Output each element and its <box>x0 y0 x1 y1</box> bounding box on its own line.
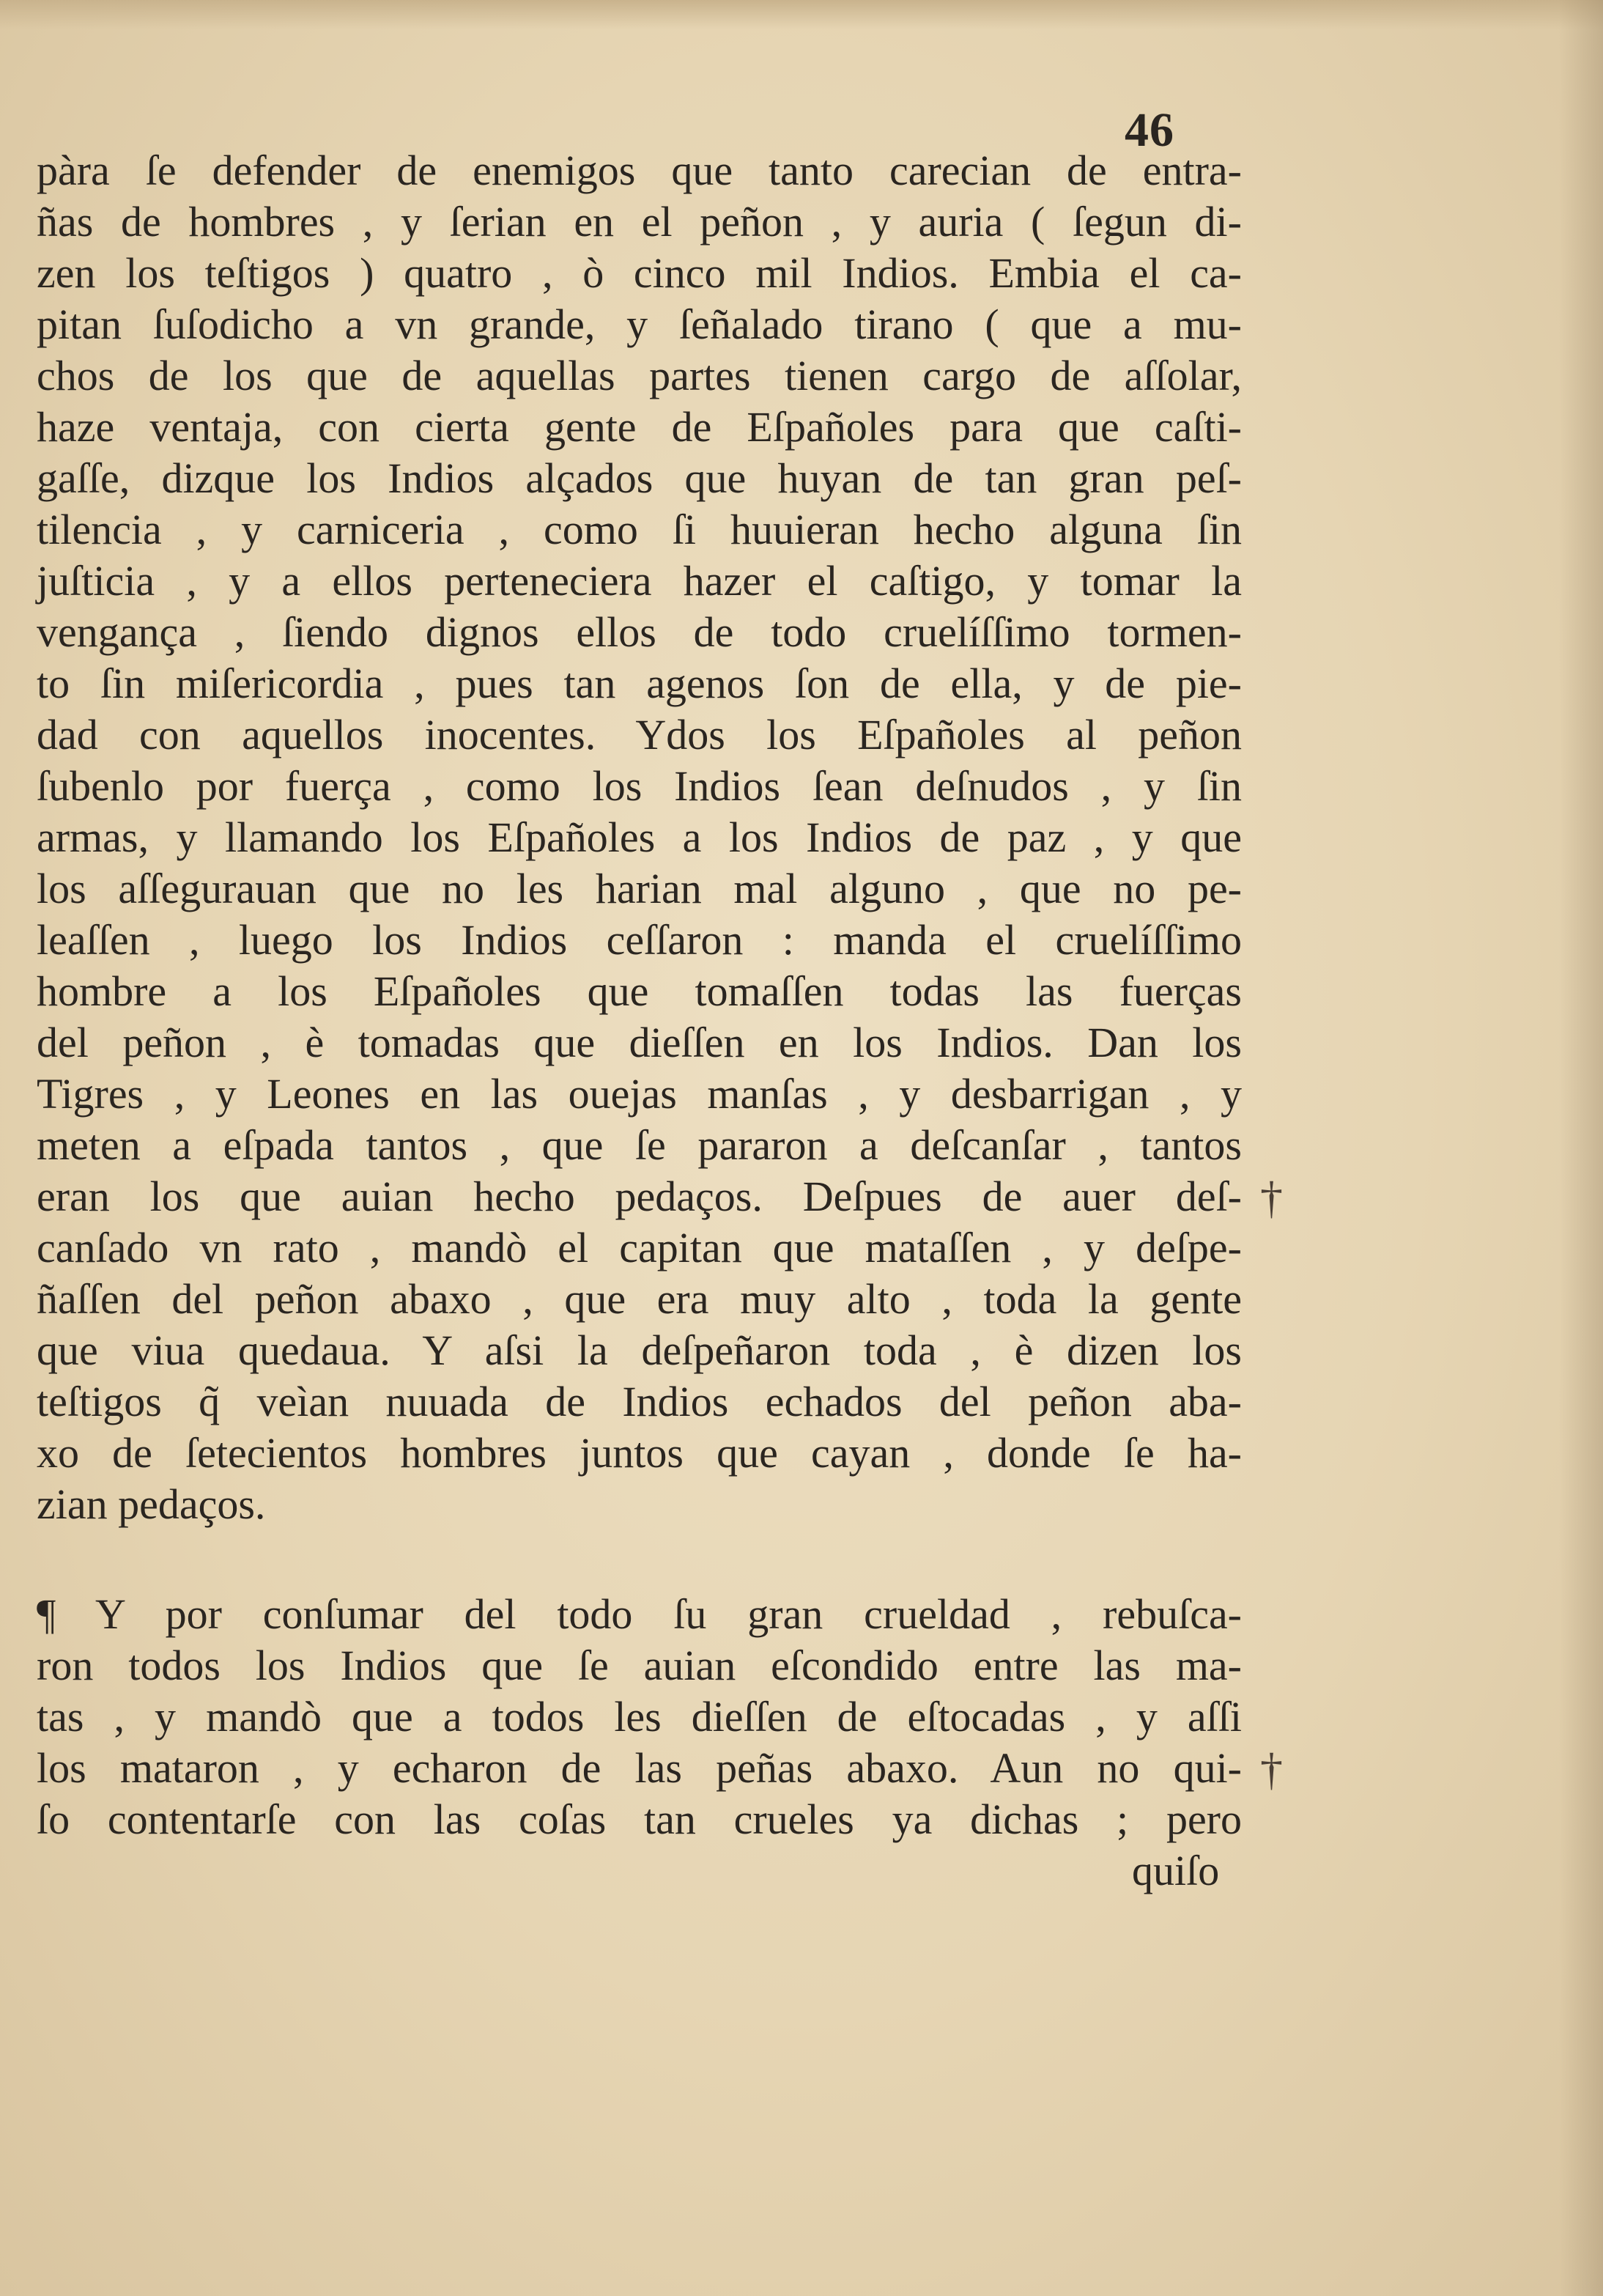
text-line: chos de los que de aquellas partes tienen cargo de aſſolar, <box>37 352 1242 399</box>
text-line: tas , y mandò que a todos les dieſſen de eſtocadas , y aſſi <box>37 1693 1242 1741</box>
text-line: meten a eſpada tantos , que ſe pararon a deſcanſar , tantos <box>37 1121 1242 1169</box>
text-line: Tigres , y Leones en las ouejas manſas , y desbarrigan , y <box>37 1070 1242 1118</box>
text-line: pàra ſe defender de enemigos que tanto carecian de entra- <box>37 147 1242 194</box>
text-line: gaſſe, dizque los Indios alçados que huyan de tan gran peſ- <box>37 454 1242 502</box>
text-line: ſubenlo por fuerça , como los Indios ſean deſnudos , y ſin <box>37 762 1242 810</box>
text-line: eran los que auian hecho pedaços. Deſpues de auer deſ- <box>37 1173 1242 1220</box>
text-line: juſticia , y a ellos perteneciera hazer el caſtigo, y tomar la <box>37 557 1242 605</box>
text-line: del peñon , è tomadas que dieſſen en los Indios. Dan los <box>37 1019 1242 1066</box>
text-line: ñaſſen del peñon abaxo , que era muy alto , toda la gente <box>37 1275 1242 1323</box>
text-line: zian pedaços. <box>37 1480 266 1528</box>
text-line: hombre a los Eſpañoles que tomaſſen todas las fuerças <box>37 967 1242 1015</box>
text-line: canſado vn rato , mandò el capitan que mataſſen , y deſpe- <box>37 1224 1242 1271</box>
margin-dagger-mark: † <box>1260 1173 1283 1223</box>
text-line: to ſin miſericordia , pues tan agenos ſon de ella, y de pie- <box>37 660 1242 707</box>
text-line: dad con aquellos inocentes. Ydos los Eſpañoles al peñon <box>37 711 1242 758</box>
text-line: ſo contentarſe con las coſas tan crueles ya dichas ; pero <box>37 1795 1242 1843</box>
text-line: tilencia , y carniceria , como ſi huuieran hecho alguna ſin <box>37 506 1242 553</box>
text-line: los mataron , y echaron de las peñas abaxo. Aun no qui- <box>37 1744 1242 1792</box>
text-line: ¶ Y por conſumar del todo ſu gran crueldad , rebuſca- <box>37 1590 1242 1638</box>
text-line: vengança , ſiendo dignos ellos de todo cruelíſſimo tormen- <box>37 608 1242 656</box>
text-line: zen los teſtigos ) quatro , ò cinco mil Indios. Embia el ca- <box>37 249 1242 297</box>
page-number: 46 <box>1125 103 1174 157</box>
text-line: teſtigos q̃ veìan nuuada de Indios echados del peñon aba- <box>37 1378 1242 1425</box>
margin-dagger-mark: † <box>1260 1745 1283 1795</box>
catchword: quiſo <box>1132 1847 1220 1894</box>
text-line: ron todos los Indios que ſe auian eſcondido entre las ma- <box>37 1642 1242 1689</box>
text-line: xo de ſetecientos hombres juntos que cayan , donde ſe ha- <box>37 1429 1242 1477</box>
text-line: armas, y llamando los Eſpañoles a los Indios de paz , y que <box>37 813 1242 861</box>
text-line: leaſſen , luego los Indios ceſſaron : manda el cruelíſſimo <box>37 916 1242 964</box>
text-line: haze ventaja, con cierta gente de Eſpañoles para que caſti- <box>37 403 1242 451</box>
text-line: ñas de hombres , y ſerian en el peñon , y auria ( ſegun di- <box>37 198 1242 246</box>
text-line: que viua quedaua. Y aſsi la deſpeñaron toda , è dizen los <box>37 1326 1242 1374</box>
text-line: pitan ſuſodicho a vn grande, y ſeñalado tirano ( que a mu- <box>37 300 1242 348</box>
text-line: los aſſegurauan que no les harian mal alguno , que no pe- <box>37 865 1242 912</box>
